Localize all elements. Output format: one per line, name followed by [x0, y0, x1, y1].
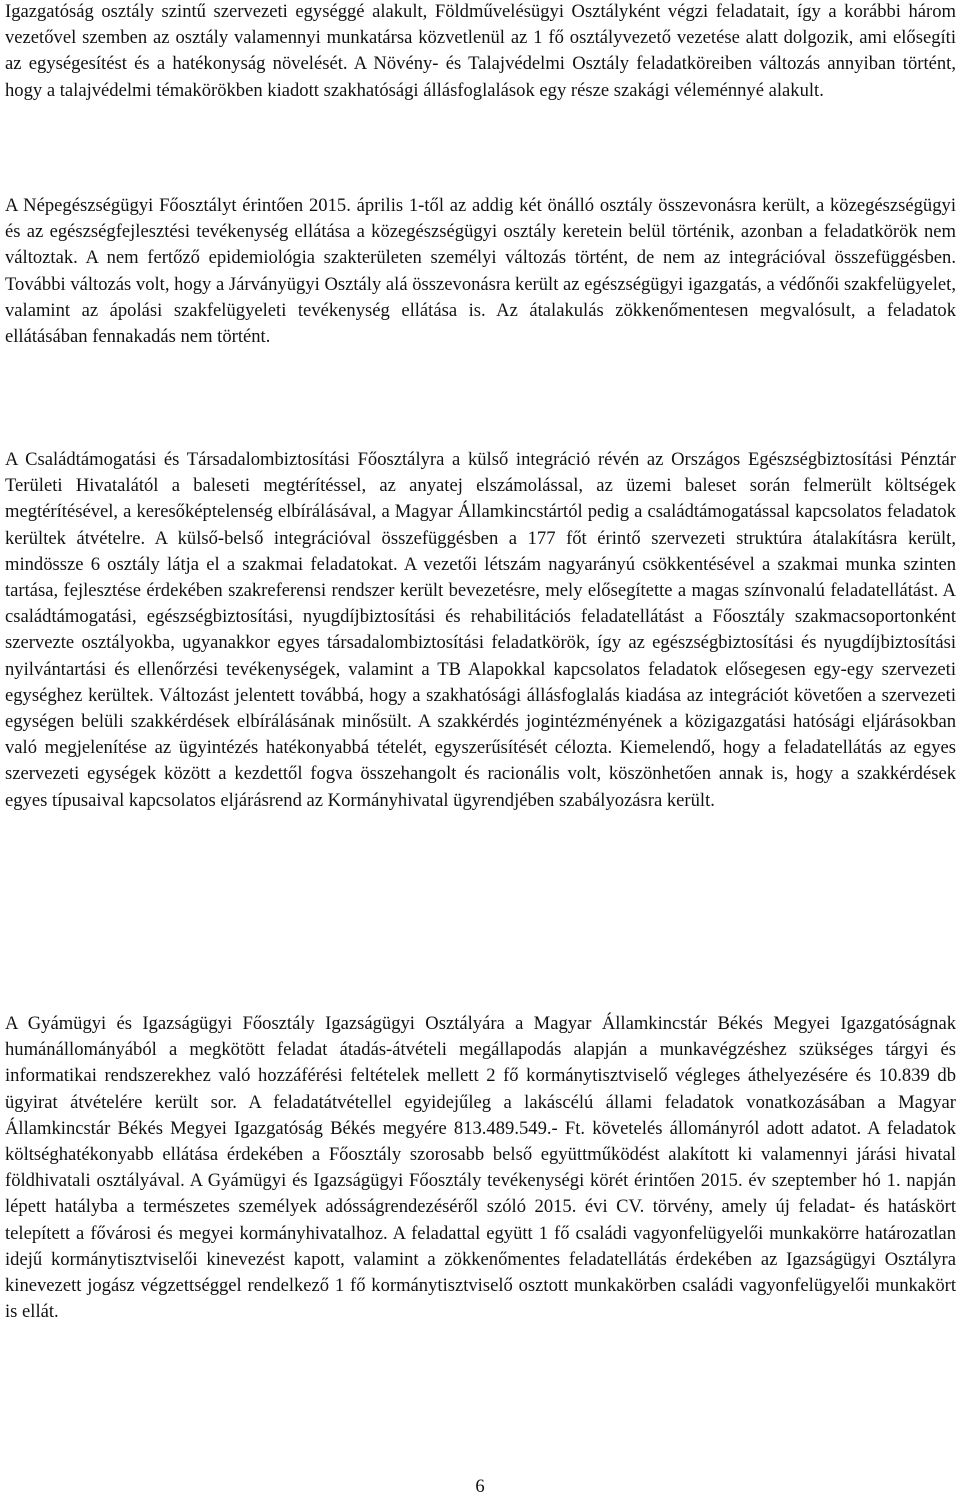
paragraph: A Népegészségügyi Főosztályt érintően 2015. április 1-től az addig két önálló osztály összevonásra került, a közegészségügyi és az egészségfejlesztési tevékenység ellátása a közegészségügyi osztály keretein belül történik, azonban a feladatkörök nem változtak. A nem fertőző epidemiológia szakterületen személyi változás történt, de nem az integrációval összefüggésben. További változás volt, hogy a Járványügyi Osztály alá összevonásra került az egészségügyi igazgatás, a védőnői szakfelügyelet, valamint az ápolási szakfelügyeleti tevékenység ellátása is. Az átalakulás zökkenőmentesen megvalósult, a feladatok ellátásában fennakadás nem történt.: [5, 195, 956, 348]
paragraph: A Családtámogatási és Társadalombiztosítási Főosztályra a külső integráció révén az Országos Egészségbiztosítási Pénztár Területi Hivatalától a baleseti megtérítéssel, az anyatej elszámolással, az üzemi baleset során felmerült költségek megtérítésével, a keresőképtelenség elbírálásával, a Magyar Államkincstártól pedig a családtámogatással kapcsolatos feladatok kerültek átvételre. A külső-belső integrációval összefüggésben a 177 főt érintő szervezeti struktúra átalakításra került, mindössze 6 osztály látja el a szakmai feladatokat. A vezetői létszám nagyarányú csökkentésével a szakmai munka szinten tartása, fejlesztése érdekében szakreferensi rendszer került bevezetésre, mely elősegítette a magas színvonalú feladatellátást. A családtámogatási, egészségbiztosítási, nyugdíjbiztosítási és rehabilitációs feladatellátást a Főosztály szakmacsoportonként szervezte osztályokba, ugyanakkor egyes társadalombiztosítási feladatkörök, így az egészségbiztosítási és nyugdíjbiztosítási nyilvántartási és ellenőrzési tevékenységek, valamint a TB Alapokkal kapcsolatos feladatok elősegesen egy-egy szervezeti egységhez kerültek. Változást jelentett továbbá, hogy a szakhatósági állásfoglalás kiadása az integrációt követően a szervezeti egységen belüli szakkérdések elbírálásának minősült. A szakkérdés jogintézményének a közigazgatási hatósági eljárásokban való megjelenítése az ügyintézés hatékonyabbá tételét, egyszerűsítését célozta. Kiemelendő, hogy a feladatellátás az egyes szervezeti egységek között a kezdettől fogva összehangolt és racionális volt, köszönhetően annak is, hogy a szakkérdések egyes típusaival kapcsolatos eljárásrend az Kormányhivatal ügyrendjében szabályozásra került.: [5, 449, 956, 811]
paragraph: A Gyámügyi és Igazságügyi Főosztály Igazságügyi Osztályára a Magyar Államkincstár Békés Megyei Igazgatóságnak humánállományából a megkötött feladat átadás-átvételi megállapodás alapján a munkavégzéshez szükséges tárgyi és informatikai rendszerekhez való hozzáférési feltételek mellett 2 fő kormánytisztviselő végleges áthelyezésére és 10.839 db ügyirat átvételére került sor. A feladatátvétellel egyidejűleg a lakáscélú állami feladatok vonatkozásában a Magyar Államkincstár Békés Megyei Igazgatóság Békés megyére 813.489.549.- Ft. követelés állományról adott adatot. A feladatok költséghatékonyabb ellátása érdekében a Főosztály szorosabb belső együttműködést alakított ki valamennyi járási hivatal földhivatali osztályával. A Gyámügyi és Igazságügyi Főosztály tevékenységi körét érintően 2015. év szeptember hó 1. napján lépett hatályba a természetes személyek adósságrendezéséről szóló 2015. évi CV. törvény, amely új feladat- és hatáskört telepített a fővárosi és megyei kormányhivatalhoz. A feladattal együtt 1 fő családi vagyonfelügyelői munkakörre határozatlan idejű kormánytisztviselői kinevezést kapott, valamint a zökkenőmentes feladatellátás érdekében az Igazságügyi Osztályra kinevezett jogász végzettséggel rendelkező 1 fő kormánytisztviselő osztott munkakörben családi vagyonfelügyelői munkakört is ellát.: [5, 1013, 956, 1323]
paragraph: Igazgatóság osztály szintű szervezeti egységgé alakult, Földművelésügyi Osztályként végzi feladatait, így a korábbi három vezetővel szemben az osztály valamennyi munkatársa közvetlenül az 1 fő osztályvezető vezetése alatt dolgozik, ami elősegíti az egységesítést és a hatékonyság növelését. A Növény- és Talajvédelmi Osztály feladatköreiben változás annyiban történt, hogy a talajvédelmi témakörökben kiadott szakhatósági állásfoglalások egy része szakági véleménnyé alakult.: [5, 1, 956, 101]
page-number: 6: [475, 1476, 485, 1497]
